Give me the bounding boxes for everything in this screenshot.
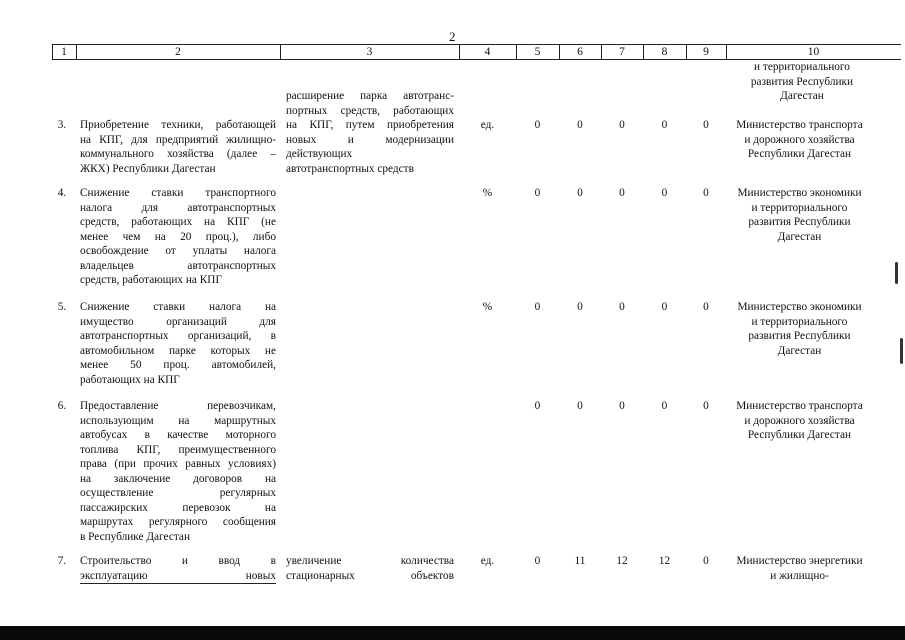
page-number: 2 (449, 29, 456, 44)
value-cell-v5: 0 (534, 555, 541, 567)
text-line: пассажирских перевозок на (80, 501, 276, 514)
text-line: Министерство транспорта (736, 400, 863, 412)
text-line: и дорожного хозяйства (744, 133, 855, 146)
text-line: использующим на маршрутных (80, 414, 276, 427)
header-col-3: 3 (366, 46, 373, 58)
text-line: коммунального хозяйства (далее – (80, 148, 276, 160)
value-cell-v5: 0 (534, 400, 541, 412)
value-cell-v7: 0 (619, 400, 625, 412)
row-number: 7. (57, 555, 67, 567)
text-line: на заключение договоров на (80, 472, 276, 485)
measure-text (80, 300, 276, 387)
continuation-responsible: и территориального развития Республики Дагестан (750, 61, 854, 102)
responsible-text (728, 399, 871, 443)
text-line: и жилищно- (770, 569, 829, 582)
unit-cell: % (482, 301, 493, 313)
responsible-text (728, 186, 871, 244)
text-line: работающих на КПГ (80, 373, 180, 386)
text-line: автобусах в качестве моторного (80, 429, 276, 441)
text-line: ЖКХ) Республики Дагестан (80, 162, 216, 175)
header-col-7: 7 (619, 46, 625, 58)
text-line: автотранспортных средств (286, 162, 414, 175)
value-cell-v5: 0 (534, 301, 541, 313)
text-line: действующих (286, 148, 353, 160)
text-line: владельцев автотранспортных (80, 259, 276, 272)
text-line: средств, работающих на КПГ (80, 274, 222, 286)
text-line: налога для автотранспортных (80, 201, 276, 214)
text-line: расширение парка автотранс- (286, 90, 454, 102)
scan-mark (895, 262, 898, 284)
text-line: новых и модернизации (286, 133, 454, 146)
text-line: маршрутах регулярного сообщения (80, 516, 276, 528)
text-line: и дорожного хозяйства (744, 414, 855, 427)
header-col-5: 5 (534, 46, 541, 58)
value-cell-v9: 0 (703, 555, 709, 567)
text-line: Дагестан (777, 344, 822, 357)
text-line: на КПГ, для предприятий жилищно- (80, 133, 276, 146)
value-cell-v5: 0 (534, 187, 541, 199)
row-number: 4. (57, 187, 67, 199)
row-number: 5. (57, 301, 67, 313)
result-text (286, 89, 454, 176)
text-line: имущество организаций для (80, 315, 276, 328)
value-cell-v9: 0 (703, 301, 709, 313)
text-line: автомобильном парке которых не (80, 344, 276, 357)
value-cell-v9: 0 (703, 187, 709, 199)
text-line: портных средств, работающих (286, 104, 454, 117)
value-cell-v7: 12 (616, 555, 628, 567)
text-line: Снижение ставки транспортного (80, 187, 276, 199)
value-cell-v6: 0 (577, 301, 583, 313)
value-cell-v7: 0 (619, 119, 625, 131)
text-line: стационарных объектов (286, 569, 454, 582)
text-line: Республики Дагестан (747, 148, 852, 160)
header-col-8: 8 (661, 46, 668, 58)
text-line: в Республике Дагестан (80, 530, 190, 543)
text-line: Снижение ставки налога на (80, 301, 276, 313)
result-text (286, 554, 454, 583)
header-col-9: 9 (703, 46, 709, 58)
text-line: освобождение от уплаты налога (80, 245, 276, 257)
text-line: развития Республики (748, 216, 851, 228)
text-line: Предоставление перевозчикам, (80, 400, 276, 412)
unit-cell: % (482, 187, 493, 199)
text-line: и территориального (751, 315, 848, 328)
unit-cell: ед. (480, 555, 495, 567)
measure-text (80, 554, 276, 584)
scan-edge-band (0, 626, 905, 640)
text-line: права (при прочих равных условиях) (80, 458, 276, 470)
text-line: менее чем на 20 проц.), либо (80, 230, 276, 243)
value-cell-v8: 0 (661, 187, 668, 199)
measure-text (80, 186, 276, 288)
scan-mark (900, 338, 903, 364)
text-line: Министерство экономики (737, 187, 862, 199)
header-col-4: 4 (484, 46, 491, 58)
text-line: топлива КПГ, преимущественного (80, 443, 276, 456)
value-cell-v6: 0 (577, 119, 583, 131)
value-cell-v8: 0 (661, 301, 668, 313)
text-line: на КПГ, путем приобретения (286, 119, 454, 131)
value-cell-v8: 0 (661, 400, 668, 412)
text-line: Дагестан (777, 230, 822, 243)
header-col-6: 6 (577, 46, 583, 58)
value-cell-v8: 12 (658, 555, 671, 567)
text-line: осуществление регулярных (80, 487, 276, 499)
value-cell-v8: 0 (661, 119, 668, 131)
responsible-text (728, 118, 871, 162)
text-line: менее 50 проц. автомобилей, (80, 359, 276, 371)
row-number: 6. (57, 400, 67, 412)
text-line: автотранспортных организаций, в (80, 330, 276, 342)
value-cell-v7: 0 (619, 187, 625, 199)
value-cell-v5: 0 (534, 119, 541, 131)
header-col-1: 1 (61, 46, 67, 58)
unit-cell: ед. (480, 119, 495, 131)
header-col-2: 2 (175, 46, 181, 58)
text-line: Приобретение техники, работающей (80, 119, 276, 131)
measure-text (80, 118, 276, 176)
text-line: Республики Дагестан (747, 429, 852, 441)
text-line: Министерство экономики (737, 301, 862, 313)
text-line: эксплуатацию новых (80, 569, 276, 582)
value-cell-v7: 0 (619, 301, 625, 313)
text-line: увеличение количества (286, 555, 454, 567)
measure-text (80, 399, 276, 544)
header-col-10: 10 (807, 46, 820, 58)
value-cell-v9: 0 (703, 400, 709, 412)
responsible-text (728, 554, 871, 583)
text-line: Министерство транспорта (736, 119, 863, 131)
value-cell-v6: 11 (574, 555, 586, 567)
text-line: и территориального (751, 201, 848, 214)
text-line: развития Республики (748, 330, 851, 342)
responsible-text (728, 300, 871, 358)
text-line: средств, работающих на КПГ (не (80, 216, 276, 228)
row-number: 3. (57, 119, 67, 131)
text-line: Строительство и ввод в (80, 555, 276, 567)
value-cell-v6: 0 (577, 187, 583, 199)
value-cell-v6: 0 (577, 400, 583, 412)
text-line: Министерство энергетики (736, 555, 863, 567)
value-cell-v9: 0 (703, 119, 709, 131)
